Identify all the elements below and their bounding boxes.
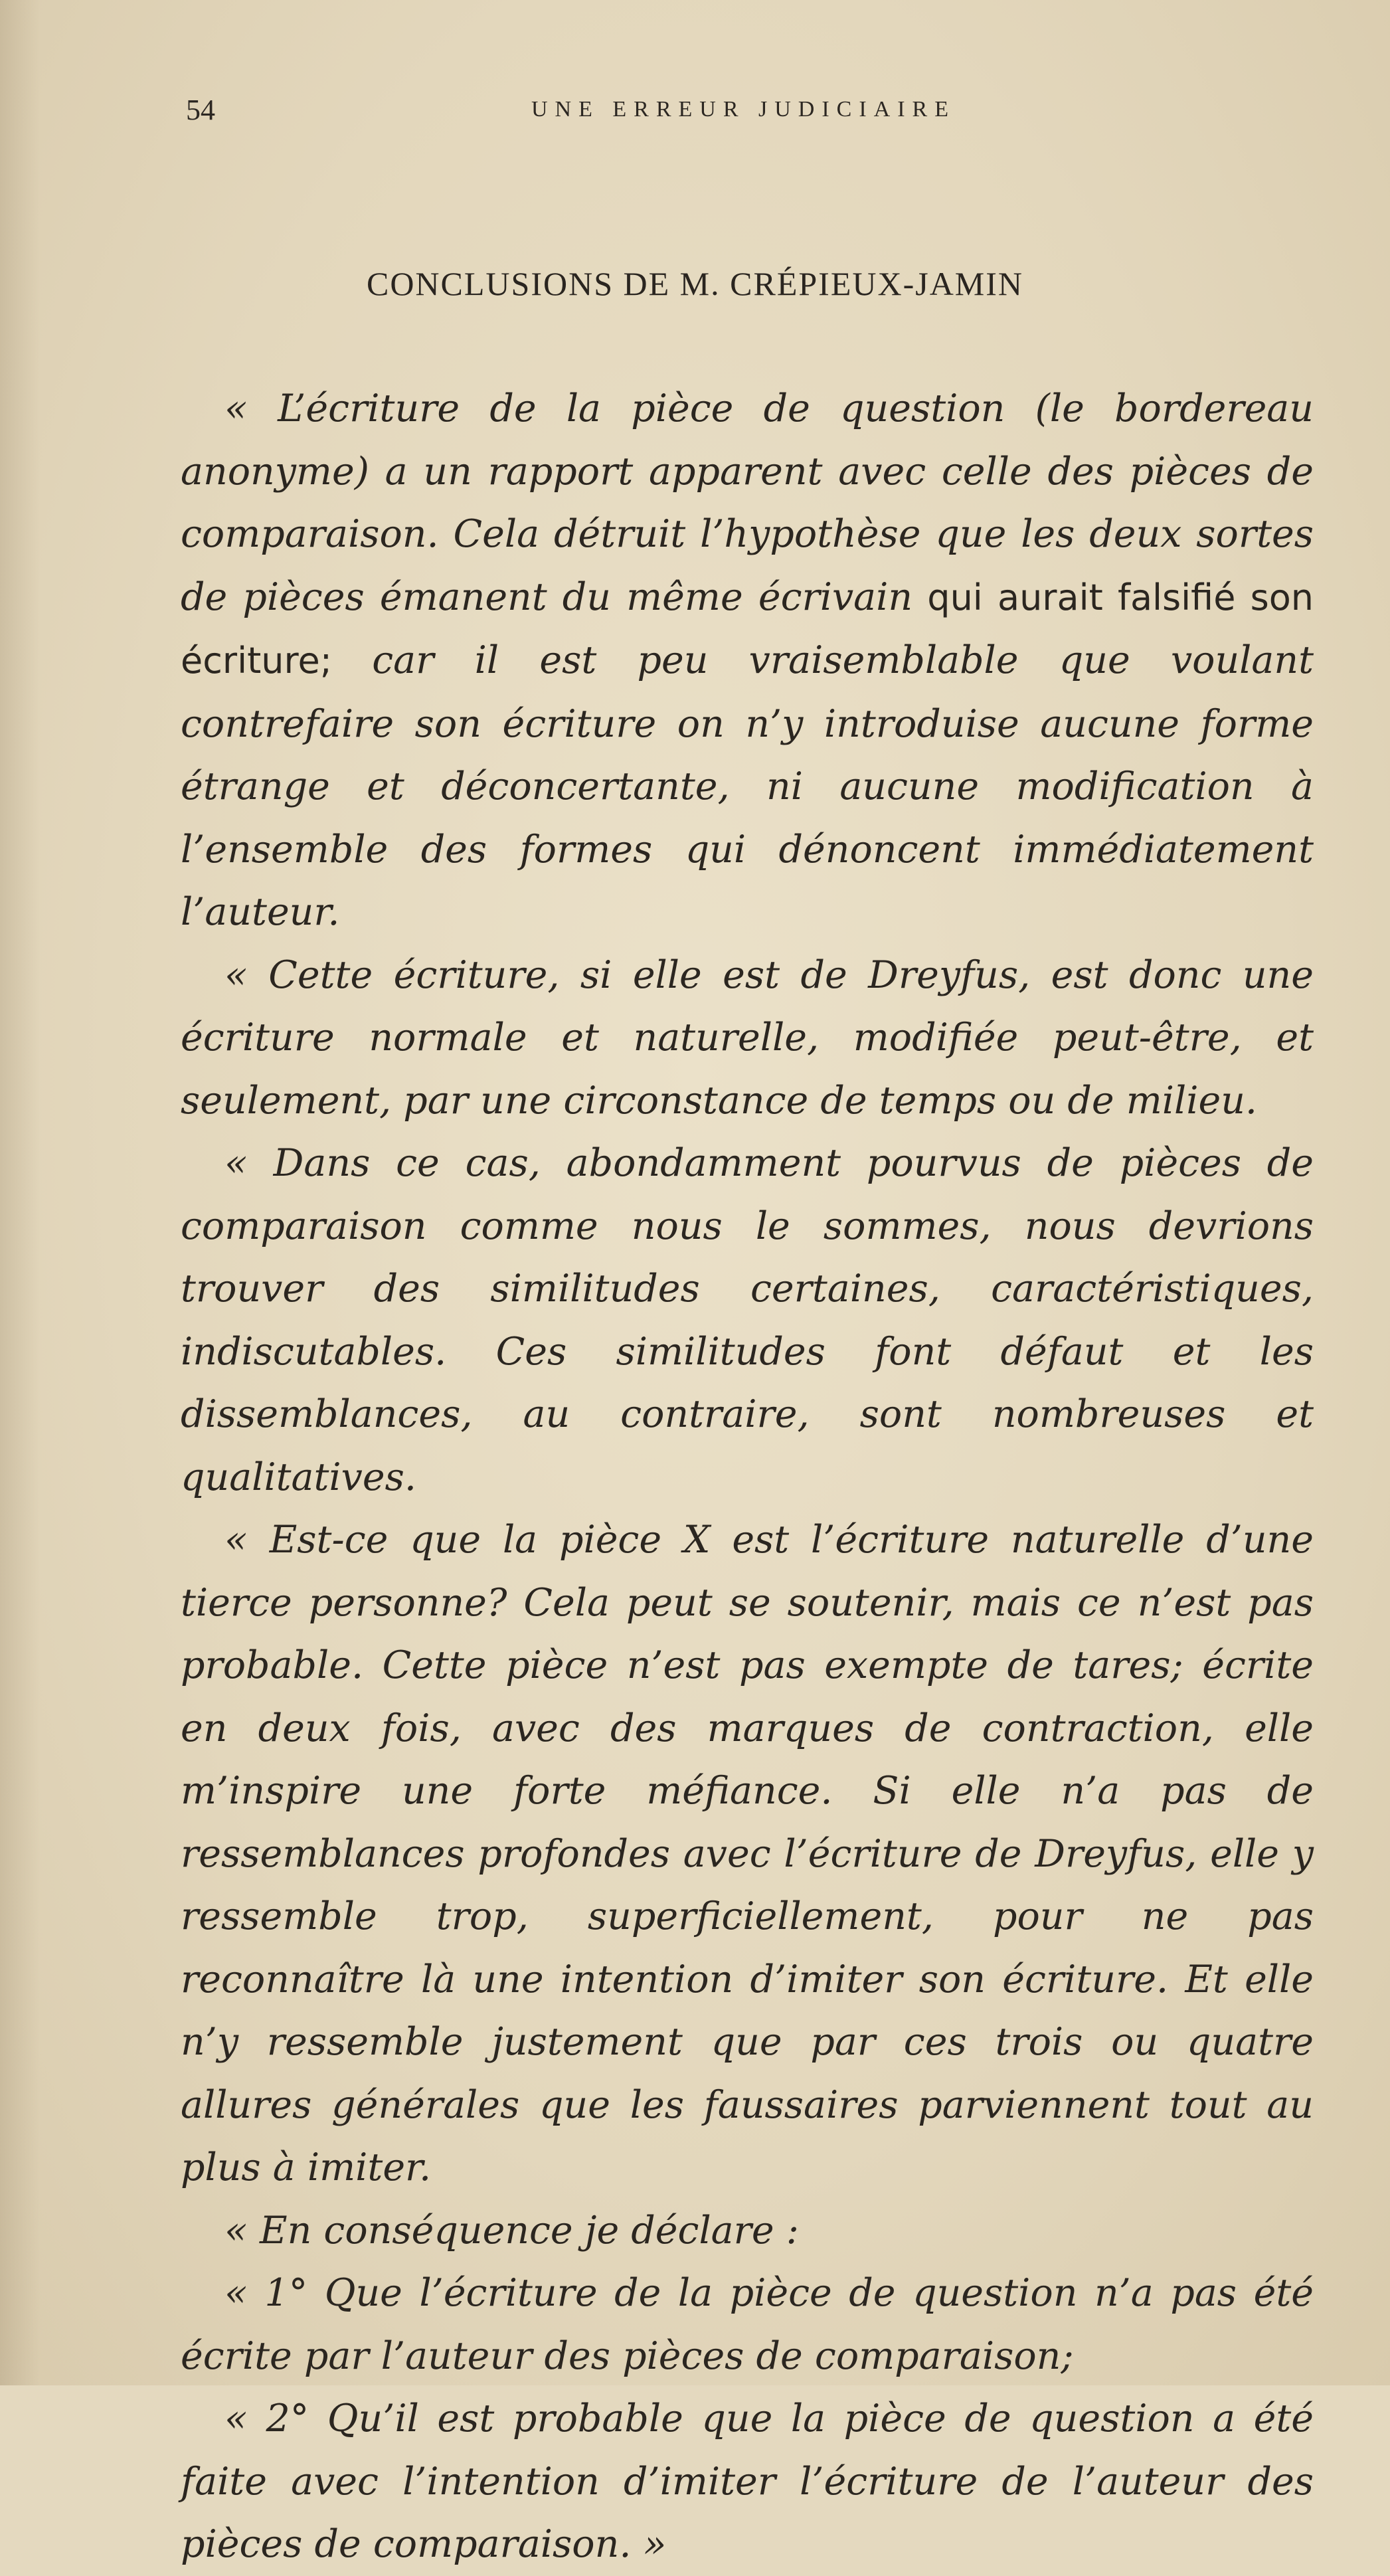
paragraph-7: « 2° Qu’il est probable que la pièce de question a été faite avec l’intention d’imiter l’écriture de l’auteur des pièces de comparaison. » bbox=[181, 2397, 1314, 2566]
paragraph-5: « En conséquence je déclare : bbox=[224, 2208, 799, 2253]
paragraph-2: « Cette écriture, si elle est de Dreyfus, est donc une écriture normale et naturelle, modifiée peut-être, et seulement, par une circonstance de temps ou de milieu. bbox=[181, 953, 1314, 1123]
running-title: UNE ERREUR JUDICIAIRE bbox=[531, 97, 956, 122]
page-number: 54 bbox=[186, 94, 215, 126]
paragraph-1: « L’écriture de la pièce de question (le bordereau anonyme) a un rapport apparent avec celle des pièces de comparaison. Cela détruit l’hypothèse que les deux sortes de pièces émanent du même écrivain qui aurait falsifié son écriture; car il est peu vraisemblable que voulant contrefaire son écriture on n’y introduise aucune forme étrange et déconcertante, ni aucune modification à l’ensemble des formes qui dénoncent immédiatement l’auteur. bbox=[181, 387, 1314, 934]
body-text bbox=[181, 377, 1314, 2576]
paragraph-4: « Est-ce que la pièce X est l’écriture naturelle d’une tierce personne? Cela peut se soutenir, mais ce n’est pas probable. Cette pièce n’est pas exempte de tares; écrite en deux fois, avec des marques de contraction, elle m’inspire une forte méfiance. Si elle n’a pas de ressemblances profondes avec l’écriture de Dreyfus, elle y ressemble trop, superficiellement, pour ne pas reconnaître là une intention d’imiter son écriture. Et elle n’y ressemble justement que par ces trois ou quatre allures générales que les faussaires parviennent tout au plus à imiter. bbox=[181, 1518, 1314, 2189]
paragraph-6: « 1° Que l’écriture de la pièce de question n’a pas été écrite par l’auteur des pièces de comparaison; bbox=[181, 2271, 1314, 2378]
section-heading: CONCLUSIONS DE M. CRÉPIEUX-JAMIN bbox=[366, 265, 1024, 302]
running-head bbox=[186, 93, 1209, 133]
paragraph-3: « Dans ce cas, abondamment pourvus de pièces de comparaison comme nous le sommes, nous devrions trouver des similitudes certaines, caractéristiques, indiscutables. Ces similitudes font défaut et les dissemblances, au contraire, sont nombreuses et qualitatives. bbox=[181, 1141, 1314, 1499]
page-gutter-shadow bbox=[0, 0, 40, 2385]
